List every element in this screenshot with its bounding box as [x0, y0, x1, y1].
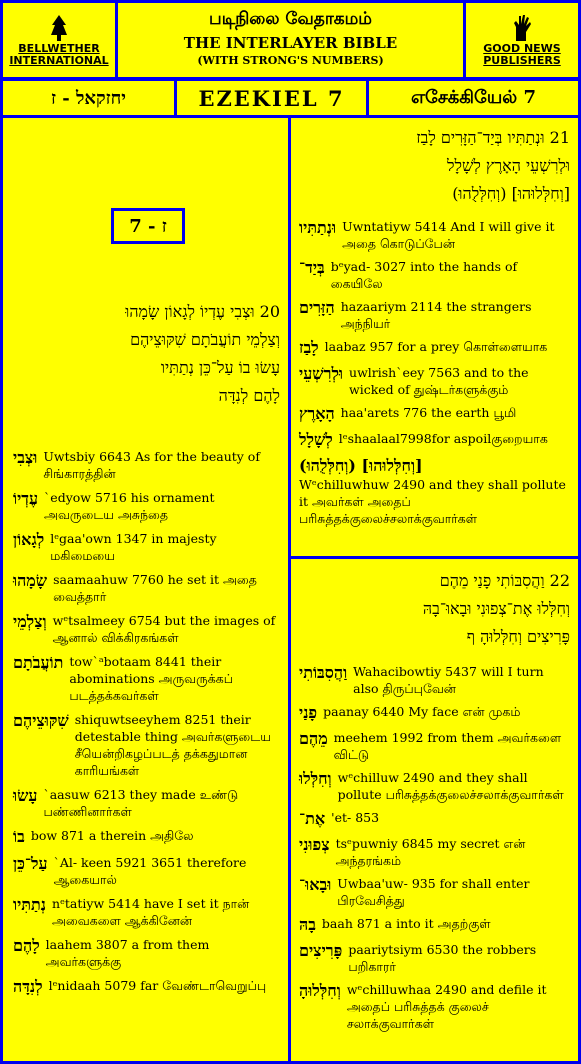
word-hebrew: לָהֶם	[13, 936, 40, 955]
word-gloss: `edyow 5716 his ornament அவருடைய அசுந்தை	[44, 490, 215, 522]
word-hebrew: וְחִלְּלוּ	[299, 769, 332, 788]
word-hebrew: וּצְבִי	[13, 448, 38, 467]
word-hebrew: וַהֲסִבּוֹתִי	[299, 663, 348, 682]
word-gloss: Uwntatiyw 5414 And I will give it அதை கொடுப்பேன்	[342, 219, 555, 251]
word-hebrew: עָשׂוּ	[13, 786, 38, 805]
word-entry	[299, 258, 572, 292]
word-gloss: Wᵉchilluwhuw 2490 and they shall pollute it அவர்கள் அதைப் பரிசுத்தக்குலைச்சலாக்குவார்கள்	[299, 477, 566, 526]
word-hebrew: הָאָרֶץ	[299, 404, 335, 423]
word-entry	[13, 612, 282, 646]
word-gloss: baah 871 a into it அதற்குள்	[321, 916, 491, 931]
word-gloss: shiquwtseeyhem 8251 their detestable thing அவர்களுடைய சீயென்றிகழப்படத் தக்கதுமான காரியங்கள்	[74, 712, 271, 778]
verse-22-panel	[291, 559, 578, 1061]
word-entry	[13, 448, 282, 482]
hebrew-line: לָהֶם לְנִדָּה	[218, 386, 280, 405]
hebrew-line: וְחִלְּלוּ אֶת־צְפוּנִי וּבָאוּ־בָהּ	[422, 599, 570, 618]
hebrew-line: פָּרִיצִים וְחִלְּלוּהָ ף	[466, 627, 570, 646]
word-gloss: `aasuw 6213 they made உண்டு பண்ணினார்கள்	[43, 787, 239, 819]
word-gloss: haa'arets 776 the earth பூமி	[340, 405, 517, 420]
word-hebrew: לְגָאוֹן	[13, 530, 45, 549]
word-entry	[13, 977, 282, 997]
word-gloss: meehem 1992 from them அவர்களை விட்டு	[333, 730, 562, 762]
word-gloss: lᵉgaa'own 1347 in majesty மகிமையை	[50, 531, 217, 563]
verse-number-box: ז - 7	[111, 208, 185, 244]
word-entry	[13, 571, 282, 605]
word-hebrew: עֶדְיוֹ	[13, 489, 39, 508]
word-entry	[13, 711, 282, 779]
word-hebrew: וּלְרִשְׁעֵי	[299, 364, 344, 383]
verse-21-word-list	[291, 218, 578, 527]
hebrew-line: 22 וַהֲסִבּוֹתִי פָנַי מֵהֶם	[439, 571, 570, 590]
word-gloss: `Al- keen 5921 3651 therefore ஆகையால்	[53, 855, 247, 887]
hebrew-line: וּלְרִשְׁעֵי הָאָרֶץ לְשָׁלָל	[447, 156, 570, 175]
word-hebrew: לָבַז	[299, 338, 319, 357]
book-tamil: எசேக்கியேல் 7	[369, 81, 578, 115]
word-gloss: hazaariym 2114 the strangers அந்நியர்	[340, 299, 532, 331]
word-entry	[299, 430, 572, 450]
word-entry	[299, 835, 572, 869]
word-hebrew: מֵהֶם	[299, 729, 328, 748]
word-entry	[299, 298, 572, 332]
word-entry	[13, 936, 282, 970]
bell-logo-icon	[48, 13, 70, 43]
word-gloss: laabaz 957 for a prey கொள்ளையாக	[324, 339, 548, 354]
word-hebrew: צְפוּנִי	[299, 835, 330, 854]
word-hebrew: וְצַלְמֵי	[13, 612, 47, 631]
word-hebrew: וְחִלְּלוּהָ	[299, 981, 341, 1000]
book-english: EZEKIEL 7	[177, 81, 366, 115]
word-entry	[13, 530, 282, 564]
word-entry	[299, 364, 572, 398]
tamil-title: படிநிலை வேதாகமம்	[209, 9, 372, 29]
word-hebrew: אֶת־	[299, 809, 326, 828]
word-entry	[299, 941, 572, 975]
word-hebrew: הַזָּרִים	[299, 298, 335, 317]
word-entry	[299, 703, 572, 723]
word-gloss: lᵉshaalaal7998for aspoilகுறையாக	[338, 431, 548, 446]
word-entry	[299, 218, 572, 252]
word-hebrew: בְּיַד־	[299, 258, 325, 277]
hebrew-line: וְצַלְמֵי תוֹעֲבֹתָם שִׁקּוּצֵיהֶם	[130, 330, 280, 349]
word-gloss: wᵉtsalmeey 6754 but the images of ஆனால் விக்கிரகங்கள்	[52, 613, 276, 645]
verse-22-word-list	[291, 663, 578, 1032]
subtitle: (WITH STRONG'S NUMBERS)	[197, 54, 384, 67]
word-gloss: nᵉtatiyw 5414 have I set it நான் அவைகளை ஆக்கினேன்	[52, 896, 250, 928]
verse-20-panel	[3, 118, 288, 1061]
word-entry	[13, 653, 282, 704]
word-gloss: Uwtsbiy 6643 As for the beauty of சிங்காரத்தின்	[43, 449, 260, 481]
word-gloss: lᵉnidaah 5079 far வேண்டாவெறுப்பு	[48, 978, 267, 993]
word-gloss: tow`ᵃbotaam 8441 their abominations அருவருக்கப் படத்தக்கவர்கள்	[69, 654, 233, 703]
hebrew-line: 20 וּצְבִי עֶדְיוֹ לְגָאוֹן שָׂמָהוּ	[125, 302, 280, 321]
word-entry	[299, 809, 572, 829]
hand-logo-icon	[511, 13, 533, 43]
word-gloss: wᵉchilluwhaa 2490 and defile it அதைப் பரிசுத்தக் குலைச் சலாக்குவார்கள்	[346, 982, 547, 1031]
logo-left-line1: BELLWETHER	[18, 42, 100, 55]
word-hebrew: בוֹ	[13, 827, 25, 846]
hebrew-line: [וְחִלְּלוּהוּ] (וְחִלְּלֻהוּ)	[452, 184, 570, 203]
word-entry	[13, 895, 282, 929]
word-gloss: Wahacibowtiy 5437 will I turn also திருப்புவேன்	[353, 664, 544, 696]
logo-left-line2: INTERNATIONAL	[9, 54, 109, 67]
word-gloss: bᵉyad- 3027 into the hands of கையிலே	[330, 259, 518, 291]
word-entry	[299, 981, 572, 1032]
word-entry	[13, 786, 282, 820]
verse-20-word-list	[13, 448, 282, 1004]
verse-21-panel	[291, 118, 578, 556]
word-hebrew: לְנִדָּה	[13, 977, 43, 996]
word-hebrew: עַל־כֵּן	[13, 854, 48, 873]
word-hebrew: שָׂמָהוּ	[13, 571, 48, 590]
word-entry	[299, 769, 572, 803]
word-entry	[299, 338, 572, 358]
good-news-logo	[466, 3, 578, 77]
word-hebrew: וּנְתַתִּיו	[299, 218, 337, 237]
logo-right-line2: PUBLISHERS	[483, 54, 561, 67]
word-gloss: paariytsiym 6530 the robbers பறிகாரர்	[348, 942, 537, 974]
word-entry	[13, 489, 282, 523]
word-gloss: tsᵉpuwniy 6845 my secret என் அந்தரங்கம்	[335, 836, 526, 868]
word-hebrew: פָנַי	[299, 703, 318, 722]
logo-right-line1: GOOD NEWS	[483, 42, 561, 55]
word-gloss: paanay 6440 My face என் முகம்	[323, 704, 521, 719]
hebrew-line: עָשׂוּ בוֹ עַל־כֵּן נְתַתִּיו	[160, 358, 280, 377]
word-gloss: laahem 3807 a from them அவர்களுக்கு	[45, 937, 210, 969]
title-block	[118, 3, 463, 77]
book-hebrew: יחזקאל - ז	[3, 81, 174, 115]
word-gloss: bow 871 a therein அதிலே	[30, 828, 194, 843]
word-hebrew: וּבָאוּ־	[299, 875, 332, 894]
word-gloss: saamaahuw 7760 he set it அதை வைத்தார்	[53, 572, 257, 604]
verse-22-hebrew	[291, 559, 578, 651]
word-entry	[299, 875, 572, 909]
word-entry	[299, 915, 572, 935]
english-title: THE INTERLAYER BIBLE	[183, 34, 398, 52]
word-hebrew: פָּרִיצִים	[299, 941, 343, 960]
word-hebrew: [וְחִלְּלוּהוּ] (וְחִלְּלֻהוּ)	[299, 456, 423, 475]
word-gloss: wᵉchilluw 2490 and they shall pollute பரிசுத்தக்குலைச்சலாக்குவார்கள்	[337, 770, 564, 802]
bellwether-logo	[3, 3, 115, 77]
verse-21-hebrew	[291, 118, 578, 208]
word-entry	[299, 404, 572, 424]
word-entry	[13, 854, 282, 888]
word-gloss: 'et- 853	[331, 810, 380, 825]
word-hebrew: לְשָׁלָל	[299, 430, 333, 449]
hebrew-line: 21 וּנְתַתִּיו בְּיַד־הַזָּרִים לָבַז	[416, 128, 570, 147]
word-entry	[13, 827, 282, 847]
word-hebrew: שִׁקּוּצֵיהֶם	[13, 711, 69, 730]
word-entry	[299, 663, 572, 697]
word-gloss: Uwbaa'uw- 935 for shall enter பிரவேசித்து	[337, 876, 530, 908]
word-hebrew: בָהּ	[299, 915, 316, 934]
word-hebrew: תוֹעֲבֹתָם	[13, 653, 64, 672]
word-entry	[299, 456, 572, 527]
verse-20-hebrew	[3, 298, 288, 410]
word-entry	[299, 729, 572, 763]
word-hebrew: נְתַתִּיו	[13, 895, 47, 914]
word-gloss: uwlrish`eey 7563 and to the wicked of துஷ்டர்களுக்கும்	[349, 365, 529, 397]
